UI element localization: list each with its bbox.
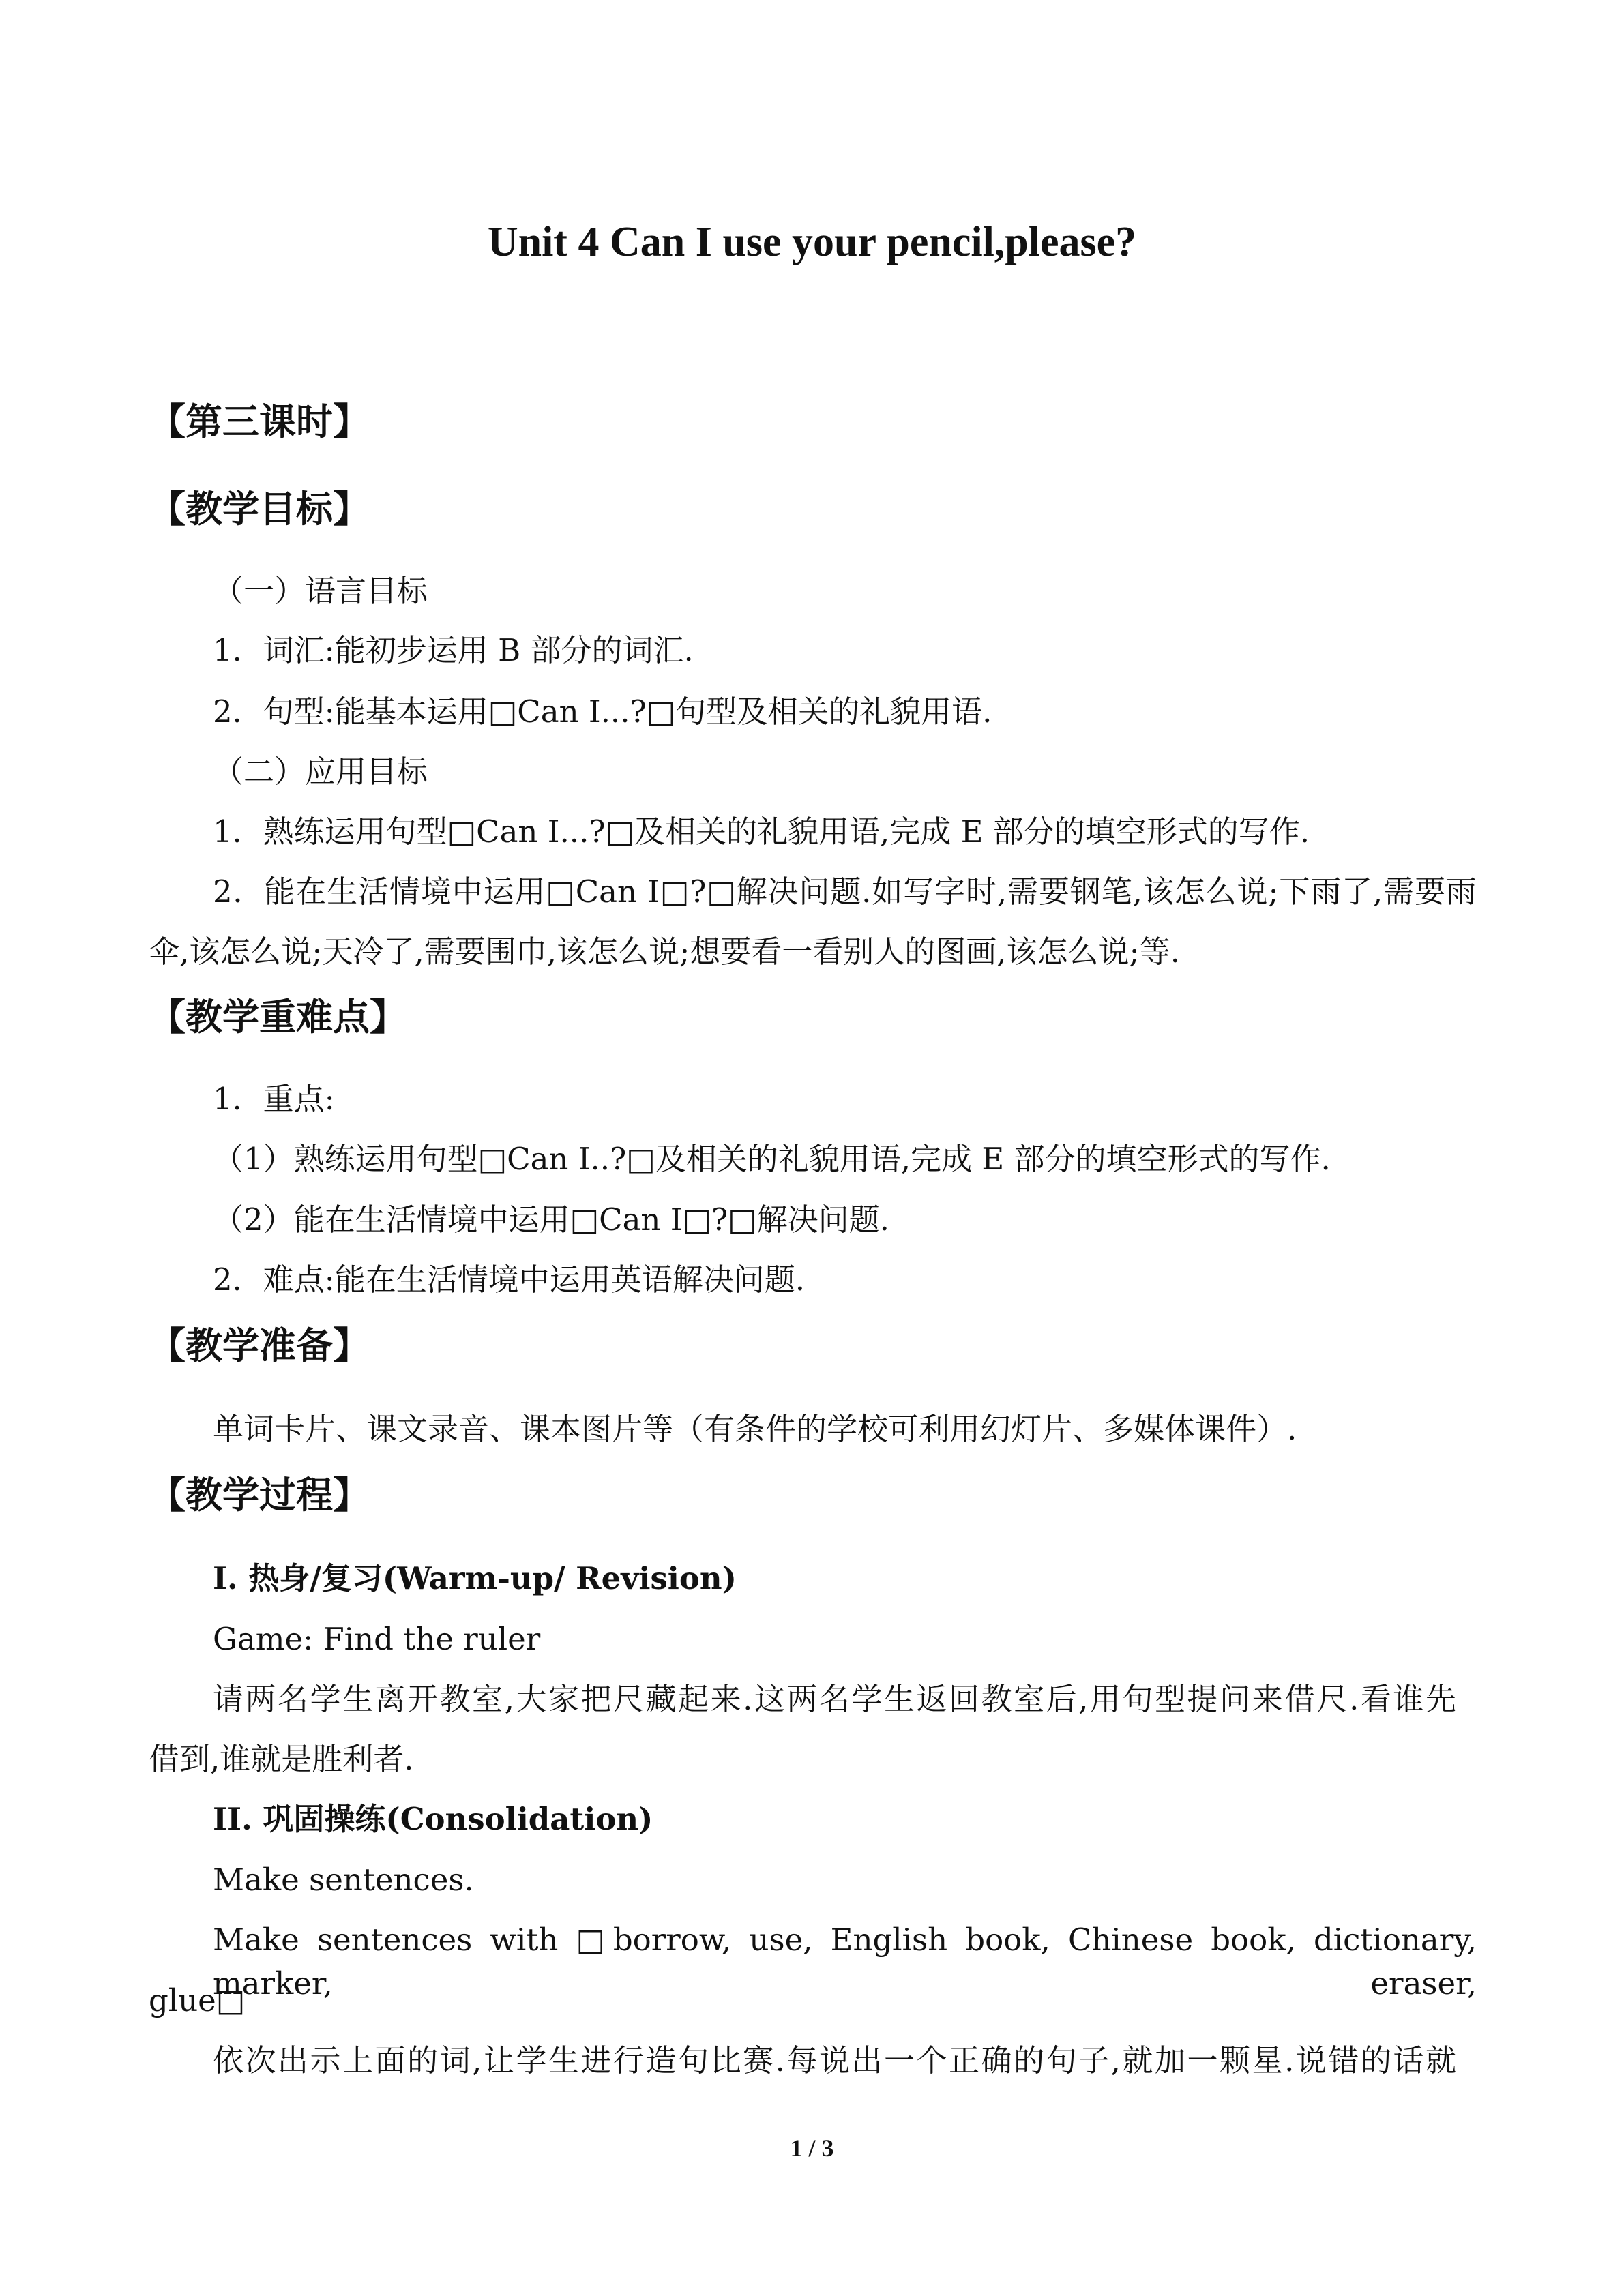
process-heading: 【教学过程】 (149, 1473, 370, 1517)
process-line: Make sentences with □borrow, use, English book, Chinese book, dictionary, marker, eraser, (213, 1922, 1477, 2001)
process-line: Make sentences. (213, 1862, 474, 1898)
preparation-heading: 【教学准备】 (149, 1324, 370, 1367)
objective-line: （二）应用目标 (213, 754, 428, 790)
objective-line: 2．句型:能基本运用□Can I...?□句型及相关的礼貌用语. (213, 694, 992, 730)
key-point-line: （2）能在生活情境中运用□Can I□?□解决问题. (213, 1202, 889, 1238)
objective-line: 1．词汇:能初步运用 B 部分的词汇. (213, 632, 694, 668)
objective-line: （一）语言目标 (213, 573, 428, 609)
process-line: glue□ (149, 1982, 246, 2018)
document-title: Unit 4 Can I use your pencil,please? (487, 219, 1137, 265)
process-line: 借到,谁就是胜利者. (149, 1741, 414, 1777)
key-point-line: 1．重点: (213, 1081, 335, 1117)
process-line: Game: Find the ruler (213, 1621, 541, 1657)
preparation-line: 单词卡片、课文录音、课本图片等（有条件的学校可利用幻灯片、多媒体课件）. (213, 1411, 1297, 1447)
process-line: 请两名学生离开教室,大家把尺藏起来.这两名学生返回教室后,用句型提问来借尺.看谁先 (213, 1681, 1456, 1717)
warmup-step-title: I. 热身/复习(Warm-up/ Revision) (213, 1560, 737, 1596)
key-point-line: （1）熟练运用句型□Can I..?□及相关的礼貌用语,完成 E 部分的填空形式的写作. (213, 1141, 1331, 1177)
objectives-heading: 【教学目标】 (149, 487, 370, 531)
key-points-heading: 【教学重难点】 (149, 995, 407, 1039)
lesson-heading: 【第三课时】 (149, 400, 370, 443)
objective-line: 1．熟练运用句型□Can I...?□及相关的礼貌用语,完成 E 部分的填空形式的写作. (213, 814, 1310, 850)
key-point-line: 2．难点:能在生活情境中运用英语解决问题. (213, 1262, 806, 1298)
process-line: 依次出示上面的词,让学生进行造句比赛.每说出一个正确的句子,就加一颗星.说错的话就 (213, 2042, 1456, 2078)
objective-line: 伞,该怎么说;天冷了,需要围巾,该怎么说;想要看一看别人的图画,该怎么说;等. (149, 934, 1181, 970)
page-number: 1 / 3 (790, 2134, 834, 2162)
consolidation-step-title: II. 巩固操练(Consolidation) (213, 1801, 653, 1837)
objective-line: 2．能在生活情境中运用□Can I□?□解决问题.如写字时,需要钢笔,该怎么说;下雨了,需要雨 (213, 874, 1477, 910)
